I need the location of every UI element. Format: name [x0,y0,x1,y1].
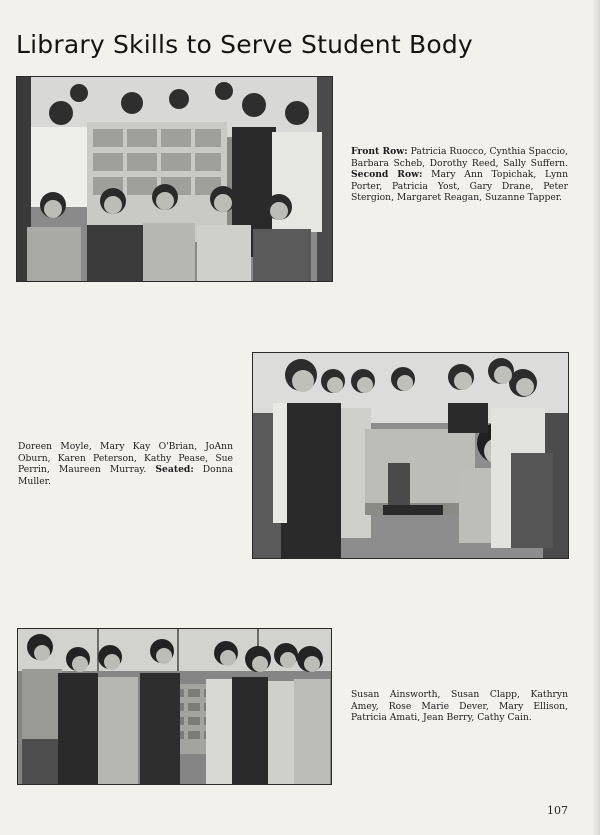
photo-library-display-group [16,76,333,282]
second-row-names: Mary Ann Topichak, Lynn Porter, Patricia Yost, Gary Drane, Peter Stergion, Margaret Reagan, Suzanne Tapper. [351,169,568,204]
caption-first-photo [351,146,568,204]
second-row-label: Second Row: [351,169,423,181]
page-number: 107 [547,804,568,817]
seated-names: Donna Muller. [18,464,234,487]
photo-library-desk-group [252,352,569,559]
front-row-label: Front Row: [351,146,408,157]
second-photo-names: Doreen Moyle, Mary Kay O'Brian, JoAnn Oburn, Karen Peterson, Kathy Pease, Sue Perrin, Maureen Murray. [18,441,233,476]
page-edge-shadow [592,0,600,835]
caption-third-photo [351,689,568,724]
caption-second-photo [18,441,233,487]
photo-card-catalog-group [17,628,332,785]
seated-label: Seated: [155,464,194,476]
front-row-names: Patricia Ruocco, Cynthia Spaccio, Barbara Scheb, Dorothy Reed, Sally Suffern. [351,146,569,169]
third-photo-names: Susan Ainsworth, Susan Clapp, Kathryn Amey, Rose Marie Dever, Mary Ellison, Patricia Amati, Jean Berry, Cathy Cain. [351,689,568,724]
page-title: Library Skills to Serve Student Body [16,30,473,59]
